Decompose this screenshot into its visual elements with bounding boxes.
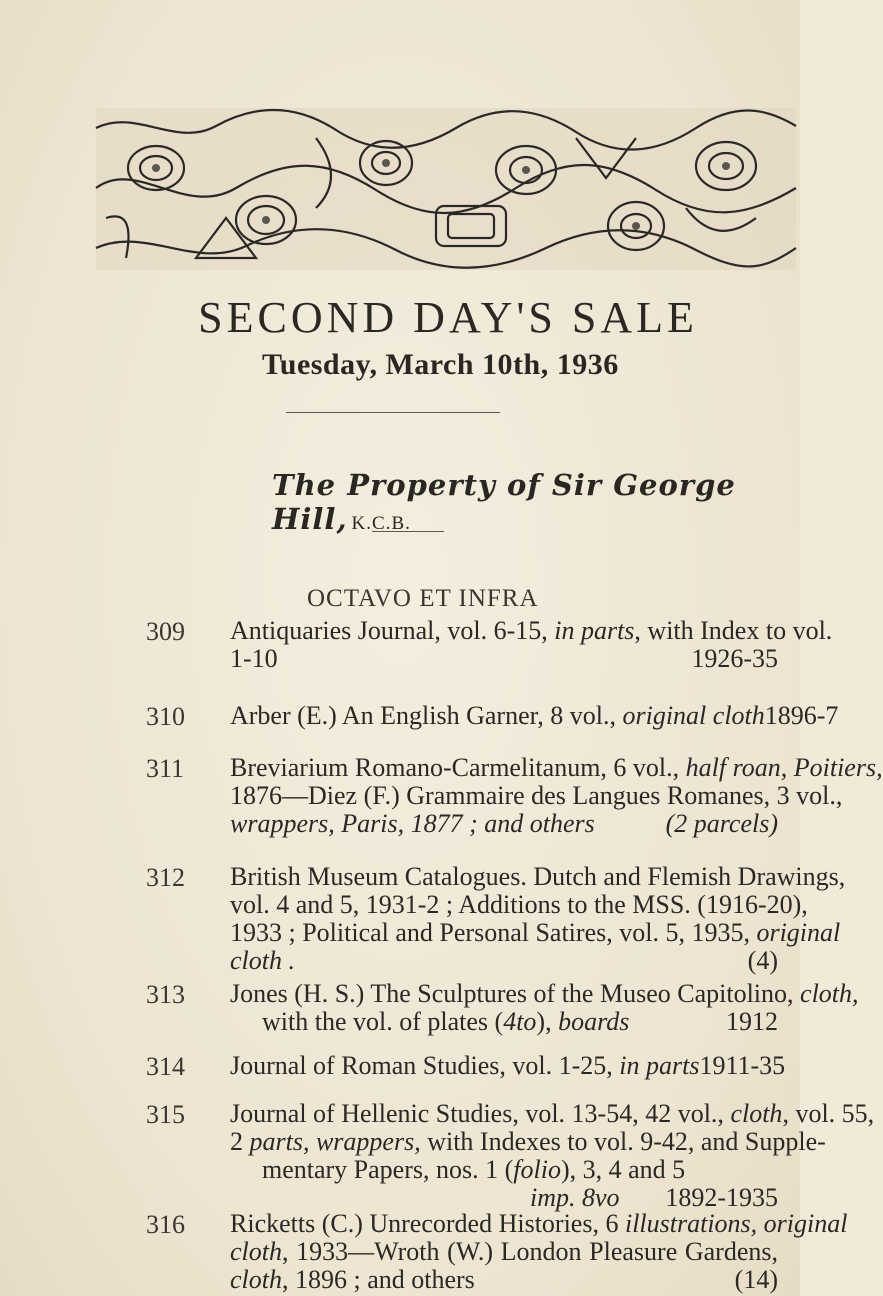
lot-quantity: (2 parcels) bbox=[665, 809, 778, 838]
lot-number: 315 bbox=[146, 1100, 185, 1129]
lot-description bbox=[230, 1051, 786, 1080]
lot-line: Antiquaries Journal, vol. 6-15, in parts, with Index to vol. bbox=[230, 616, 833, 645]
lot-description bbox=[230, 753, 883, 838]
lot-line: Jones (H. S.) The Sculptures of the Museo Capitolino, cloth, bbox=[230, 979, 859, 1008]
lot-line-split bbox=[230, 1008, 778, 1036]
lot-line: Breviarium Romano-Carmelitanum, 6 vol., half roan, Poitiers, bbox=[230, 753, 883, 782]
lot-description bbox=[230, 1209, 848, 1294]
lot-line-split bbox=[230, 645, 778, 673]
lot-line: with the vol. of plates (4to), boards bbox=[262, 1007, 630, 1036]
lot-number: 310 bbox=[146, 702, 185, 731]
lot-line: wrappers, Paris, 1877 ; and others bbox=[230, 809, 595, 838]
lot-line-split bbox=[230, 947, 778, 975]
lot-line: cloth, 1933—Wroth (W.) London Pleasure Gardens, bbox=[230, 1237, 778, 1266]
lot-quantity: (14) bbox=[734, 1265, 778, 1294]
lot-number: 314 bbox=[146, 1052, 185, 1081]
divider-upper bbox=[286, 412, 500, 413]
sale-date: Tuesday, March 10th, 1936 bbox=[262, 348, 619, 381]
lot-description bbox=[230, 701, 839, 730]
lot-date: 1911-35 bbox=[699, 1051, 786, 1080]
property-suffix: K.C.B. bbox=[351, 513, 411, 534]
lot-line: Ricketts (C.) Unrecorded Histories, 6 illustrations, original bbox=[230, 1209, 848, 1238]
lot-description bbox=[230, 1099, 875, 1212]
section-heading: OCTAVO ET INFRA bbox=[307, 585, 539, 612]
lot-date: 1896-7 bbox=[764, 701, 839, 730]
lot-line: 1933 ; Political and Personal Satires, vol. 5, 1935, original bbox=[230, 918, 841, 947]
lot-line: British Museum Catalogues. Dutch and Flemish Drawings, bbox=[230, 862, 846, 891]
property-line bbox=[272, 468, 800, 536]
lot-description bbox=[230, 862, 846, 975]
lot-line: Journal of Hellenic Studies, vol. 13-54, 42 vol., cloth, vol. 55, bbox=[230, 1099, 875, 1128]
lot-line-split bbox=[230, 1184, 778, 1212]
lot-size: imp. 8vo bbox=[530, 1183, 620, 1212]
lot-line: cloth, 1896 ; and others bbox=[230, 1265, 475, 1294]
lot-number: 312 bbox=[146, 863, 185, 892]
lot-number: 313 bbox=[146, 980, 185, 1009]
lot-line: Arber (E.) An English Garner, 8 vol., original cloth bbox=[230, 701, 765, 730]
lot-line-split bbox=[230, 810, 778, 838]
lot-line-split bbox=[230, 1266, 778, 1294]
lot-line: mentary Papers, nos. 1 (folio), 3, 4 and 5 bbox=[262, 1155, 686, 1184]
ornamental-scroll-banner bbox=[96, 108, 796, 270]
lot-date: 1912 bbox=[726, 1007, 778, 1036]
lot-description bbox=[230, 979, 859, 1036]
lot-number: 311 bbox=[146, 754, 185, 783]
lot-line: 2 parts, wrappers, with Indexes to vol. 9-42, and Supple- bbox=[230, 1127, 826, 1156]
lot-line-split bbox=[230, 1051, 786, 1080]
lot-date: 1926-35 bbox=[691, 644, 778, 673]
lot-line: vol. 4 and 5, 1931-2 ; Additions to the MSS. (1916-20), bbox=[230, 890, 808, 919]
lot-line: cloth . bbox=[230, 946, 295, 975]
lot-number: 309 bbox=[146, 617, 185, 646]
lot-number: 316 bbox=[146, 1210, 185, 1239]
sale-title: SECOND DAY'S SALE bbox=[198, 293, 698, 342]
lot-description bbox=[230, 616, 833, 673]
property-owner: The Property of Sir George Hill, bbox=[272, 468, 736, 536]
lot-line-split bbox=[230, 701, 839, 730]
lot-line: Journal of Roman Studies, vol. 1-25, in parts bbox=[230, 1051, 700, 1080]
lot-quantity: (4) bbox=[747, 946, 778, 975]
lot-date: 1892-1935 bbox=[665, 1183, 778, 1212]
lot-line: 1876—Diez (F.) Grammaire des Langues Romanes, 3 vol., bbox=[230, 781, 843, 810]
lot-line: 1-10 bbox=[230, 644, 278, 673]
divider-lower bbox=[372, 531, 444, 532]
